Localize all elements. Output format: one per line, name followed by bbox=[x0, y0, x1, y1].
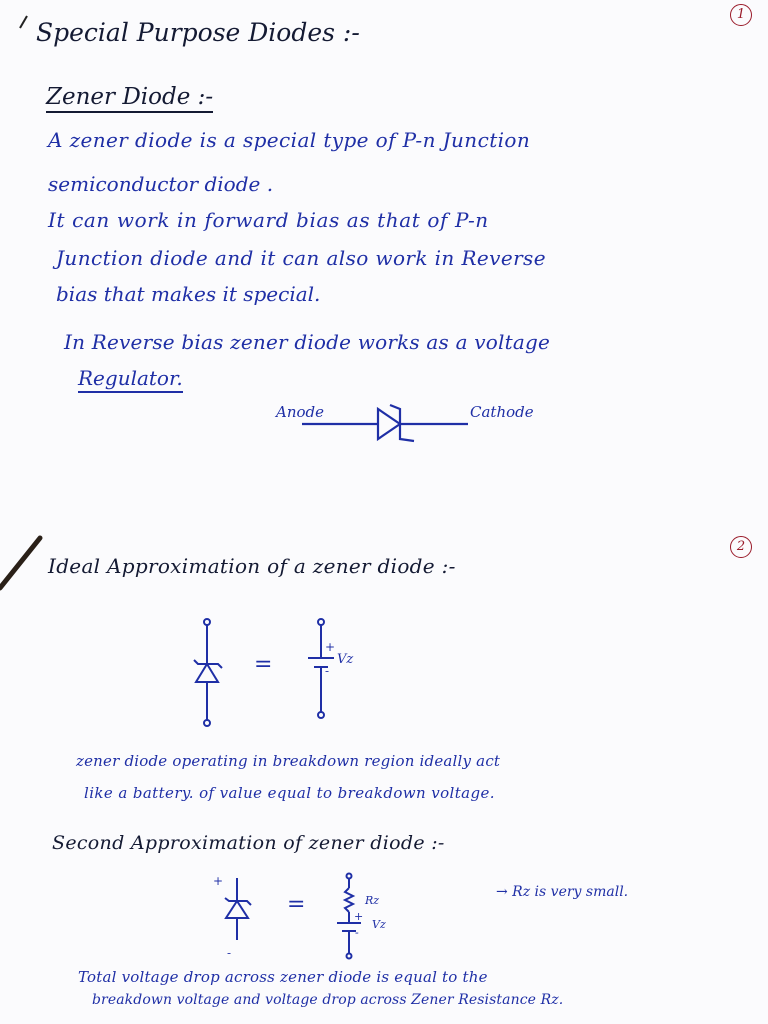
ideal-equals-sign: = bbox=[254, 652, 273, 677]
zener-plus-sign: + bbox=[213, 874, 224, 888]
zener-minus-sign: - bbox=[227, 946, 232, 960]
second-equals-sign: = bbox=[287, 892, 306, 917]
page-heading: Special Purpose Diodes :- bbox=[36, 18, 360, 47]
text-line: A zener diode is a special type of P-n Junction bbox=[48, 128, 531, 152]
second-approximation-heading: Second Approximation of zener diode :- bbox=[52, 832, 445, 854]
battery-label: Vz bbox=[372, 918, 386, 931]
ideal-text-line: like a battery. of value equal to breakdown voltage. bbox=[84, 784, 495, 802]
battery-minus-sign: - bbox=[355, 926, 359, 939]
ideal-approximation-heading: Ideal Approximation of a zener diode :- bbox=[48, 554, 456, 578]
side-note: → Rz is very small. bbox=[496, 884, 629, 900]
notebook-page-2 bbox=[0, 500, 768, 1024]
anode-label: Anode bbox=[276, 403, 325, 421]
notebook-page-1 bbox=[0, 0, 768, 500]
text-line: Junction diode and it can also work in Reverse bbox=[56, 246, 546, 270]
zener-diode-symbol bbox=[0, 0, 768, 500]
battery-minus-sign: - bbox=[325, 664, 330, 678]
second-approximation-diagram bbox=[0, 500, 768, 1024]
text-line: semiconductor diode . bbox=[48, 172, 274, 196]
battery-plus-sign: + bbox=[325, 640, 336, 654]
final-text-line: Total voltage drop across zener diode is equal to the bbox=[78, 968, 488, 986]
page-number-1: 1 bbox=[730, 4, 752, 26]
text-line: Regulator. bbox=[78, 366, 183, 393]
page-number-2: 2 bbox=[730, 536, 752, 558]
ideal-battery-label: Vz bbox=[337, 652, 354, 667]
text-line: bias that makes it special. bbox=[56, 282, 321, 306]
cathode-label: Cathode bbox=[470, 403, 534, 421]
text-line: It can work in forward bias as that of P-n bbox=[48, 208, 489, 232]
text-line: In Reverse bias zener diode works as a voltage bbox=[64, 330, 550, 354]
zener-diode-subheading: Zener Diode :- bbox=[46, 84, 213, 113]
resistor-label: Rz bbox=[365, 894, 380, 907]
ideal-text-line: zener diode operating in breakdown region ideally act bbox=[76, 752, 501, 770]
final-text-line: breakdown voltage and voltage drop across Zener Resistance Rz. bbox=[92, 992, 564, 1008]
battery-plus-sign: + bbox=[354, 910, 364, 923]
